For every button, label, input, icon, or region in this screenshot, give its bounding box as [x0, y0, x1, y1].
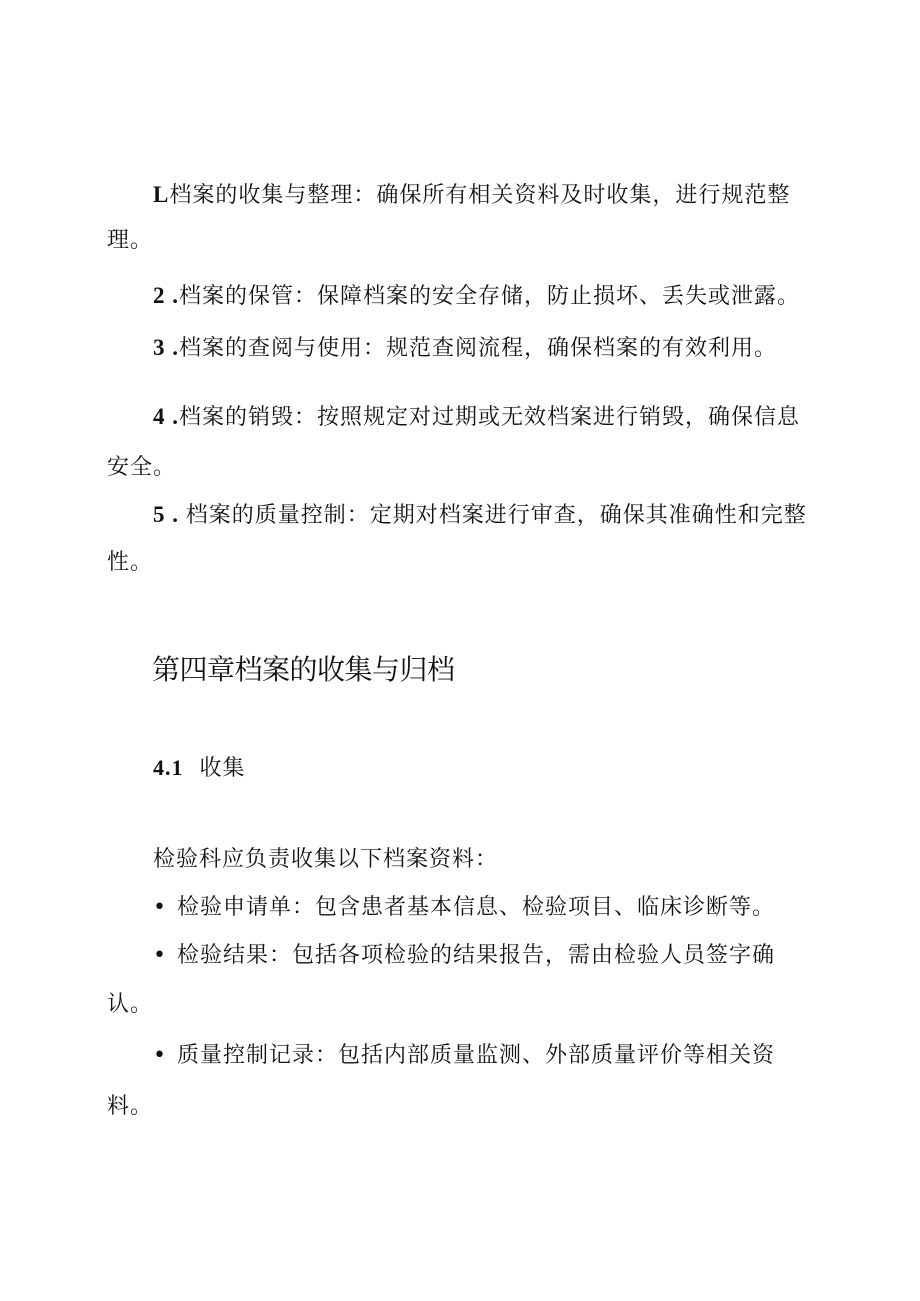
- bullet-text: 质量控制记录：包括内部质量监测、外部质量评价等相关资: [177, 1043, 776, 1068]
- list-number: L: [153, 182, 170, 207]
- list-item: [153, 403, 800, 432]
- list-item-continuation: 性。: [107, 550, 154, 575]
- list-item: [153, 282, 800, 311]
- list-text: 档案的查阅与使用：规范查阅流程，确保档案的有效利用。: [179, 336, 778, 361]
- bullet-item: [153, 942, 775, 970]
- list-item-continuation: 理。: [107, 228, 154, 253]
- bullet-item-continuation: 认。: [107, 992, 154, 1017]
- list-number: 4: [153, 404, 166, 429]
- intro-paragraph: 检验科应负责收集以下档案资料：: [153, 847, 499, 872]
- list-text: 档案的质量控制：定期对档案进行审查，确保其准确性和完整: [185, 503, 807, 528]
- list-item: [153, 334, 777, 363]
- list-item: [153, 181, 790, 210]
- bullet-text: 检验申请单：包含患者基本信息、检验项目、临床诊断等。: [177, 895, 776, 920]
- bullet-icon: •: [153, 943, 167, 968]
- list-text: 档案的销毁：按照规定对过期或无效档案进行销毁，确保信息: [179, 405, 801, 430]
- list-separator: .: [165, 502, 186, 527]
- list-number: 2: [153, 283, 166, 308]
- section-number: 4.1: [153, 755, 184, 780]
- list-text: 档案的收集与整理：确保所有相关资料及时收集，进行规范整: [169, 183, 791, 208]
- chapter-title: 第四章档案的收集与归档: [152, 653, 455, 686]
- list-separator: .: [165, 283, 179, 308]
- list-text: 档案的保管：保障档案的安全存储，防止损坏、丢失或泄露。: [179, 284, 801, 309]
- list-item-continuation: 安全。: [107, 455, 177, 480]
- bullet-text: 检验结果：包括各项检验的结果报告，需由检验人员签字确: [177, 943, 776, 968]
- list-number: 5: [153, 502, 166, 527]
- bullet-item-continuation: 料。: [107, 1094, 154, 1119]
- section-heading: [153, 754, 246, 783]
- section-title: 收集: [199, 756, 246, 781]
- bullet-item: [153, 894, 775, 922]
- list-number: 3: [153, 335, 166, 360]
- list-separator: .: [165, 335, 179, 360]
- list-item: [153, 501, 807, 530]
- bullet-icon: •: [153, 1043, 167, 1068]
- list-separator: .: [165, 404, 179, 429]
- bullet-item: [153, 1042, 775, 1070]
- bullet-icon: •: [153, 895, 167, 920]
